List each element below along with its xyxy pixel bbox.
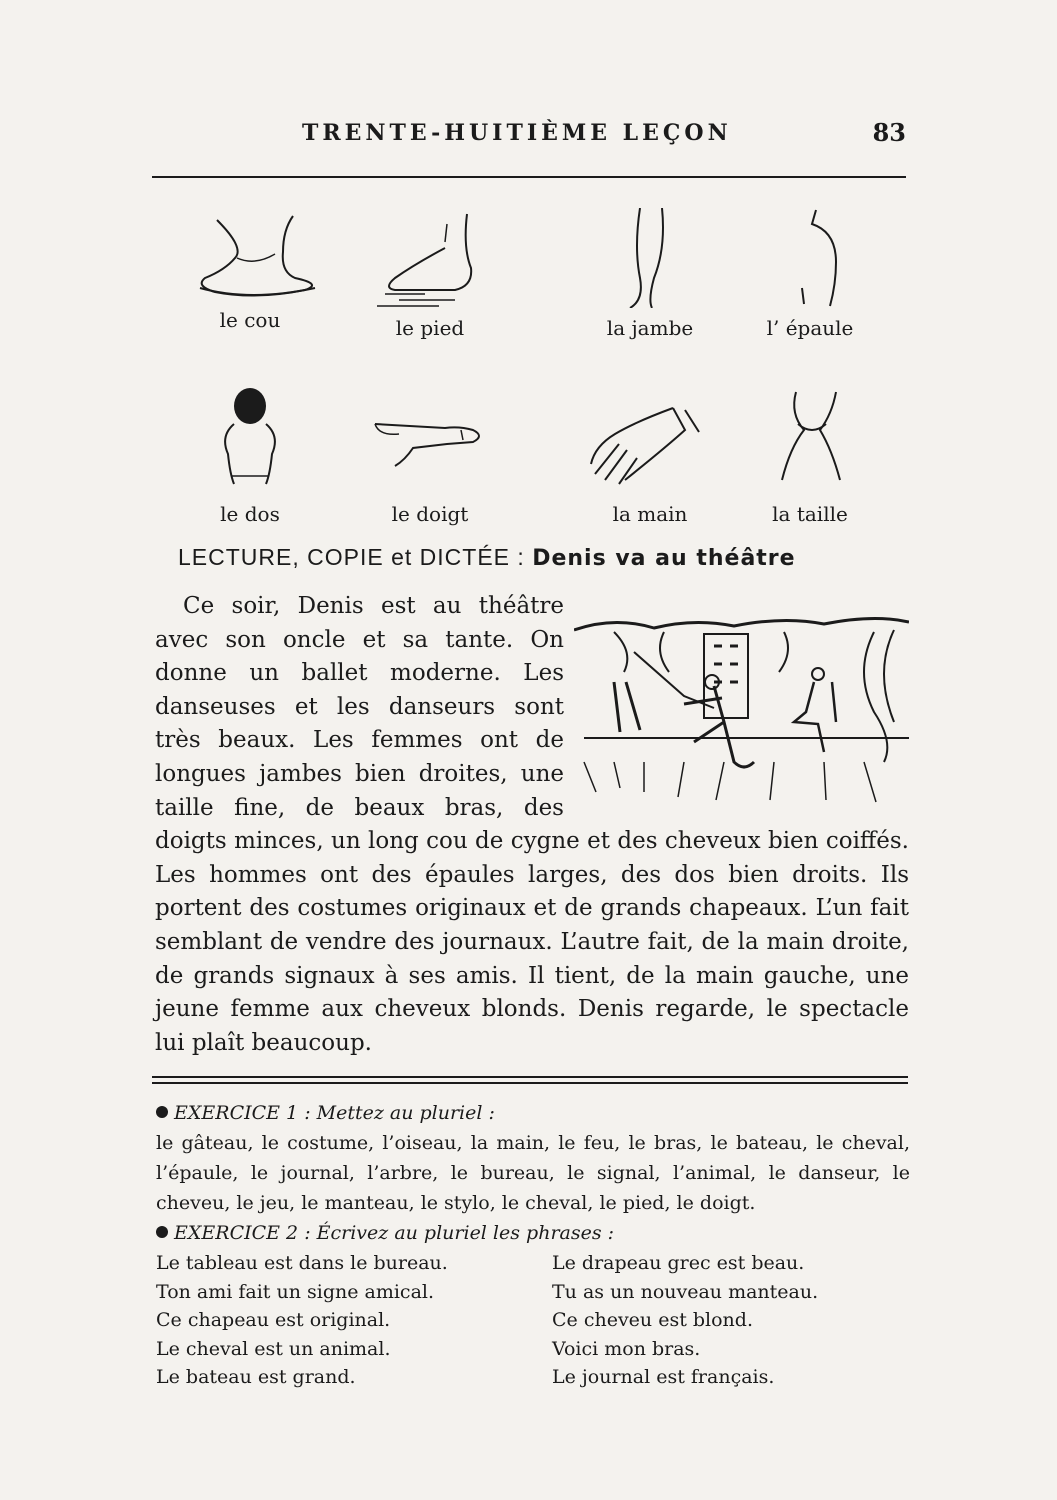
vocabulary-illustrations bbox=[170, 200, 890, 540]
exercise-1-heading: EXERCICE 1 : Mettez au pluriel : bbox=[156, 1098, 910, 1128]
vocab-label: la main bbox=[612, 502, 688, 526]
shoulder-icon bbox=[750, 208, 870, 308]
foot-icon bbox=[355, 208, 505, 308]
reading-heading bbox=[178, 544, 898, 571]
section-rule bbox=[152, 1076, 908, 1078]
finger-icon bbox=[355, 384, 505, 494]
phrase: Tu as un nouveau manteau. bbox=[552, 1280, 819, 1303]
exercise-2-heading: EXERCICE 2 : Écrivez au pluriel les phrases : bbox=[156, 1218, 910, 1248]
vocab-item-cou bbox=[170, 208, 330, 332]
vocab-item-pied bbox=[350, 208, 510, 340]
vocab-item-taille bbox=[730, 384, 890, 526]
reading-title: LECTURE, COPIE et DICTÉE : bbox=[178, 544, 525, 570]
phrase: Le drapeau grec est beau. bbox=[552, 1252, 805, 1274]
vocab-label: l’ épaule bbox=[766, 316, 854, 340]
page-number: 83 bbox=[872, 118, 906, 147]
neck-icon bbox=[175, 208, 325, 300]
ballet-stage-illustration bbox=[574, 612, 909, 807]
phrase: Le journal est français. bbox=[552, 1366, 775, 1388]
leg-icon bbox=[590, 208, 710, 308]
header-rule bbox=[152, 176, 906, 178]
phrases-left-column bbox=[156, 1252, 448, 1395]
vocab-item-jambe bbox=[570, 208, 730, 340]
lesson-title: TRENTE-HUITIÈME LEÇON bbox=[302, 120, 732, 146]
section-rule bbox=[152, 1082, 908, 1084]
exercise-1-words: le gâteau, le costume, l’oiseau, la main, le feu, le bras, le bateau, le cheval, l’épaule, le journal, l’arbre, le bureau, le signal, l’animal, le danseur, le cheveu, le jeu, le manteau, le stylo, le cheval, le pied, le doigt. bbox=[156, 1132, 910, 1214]
vocab-item-doigt bbox=[350, 384, 510, 526]
hand-icon bbox=[575, 384, 725, 494]
vocab-label: le dos bbox=[220, 502, 280, 526]
vocab-label: le doigt bbox=[391, 502, 469, 526]
phrase: Le cheval est un animal. bbox=[156, 1337, 391, 1360]
exercise-1 bbox=[156, 1098, 910, 1218]
vocab-label: le cou bbox=[219, 308, 281, 332]
phrases-right-column bbox=[552, 1252, 818, 1395]
waist-icon bbox=[750, 384, 870, 494]
back-icon bbox=[190, 384, 310, 494]
vocab-item-epaule bbox=[730, 208, 890, 340]
vocab-label: la jambe bbox=[606, 316, 694, 340]
vocab-label: le pied bbox=[395, 316, 465, 340]
page-header bbox=[152, 118, 906, 154]
vocab-item-main bbox=[570, 384, 730, 526]
reading-text: Ce soir, Denis est au théâtre avec son oncle et sa tante. On donne un ballet moderne. Les danseuses et les danseurs sont très beaux. Les femmes ont de longues jambes bien droites, une taille fine, de beaux bras, des doigts minces, un long cou de cygne et des cheveux bien coiffés. Les hommes ont des épaules larges, des dos bien droits. Ils portent des costumes originaux et de grands chapeaux. L’un fait semblant de vendre des journaux. L’autre fait, de la main droite, de grands signaux à ses amis. Il tient, de la main gauche, une jeune femme aux cheveux blonds. Denis regarde, le spectacle lui plaît beaucoup. bbox=[155, 593, 909, 1056]
reading-subtitle: Denis va au théâtre bbox=[532, 546, 796, 571]
phrase: Voici mon bras. bbox=[552, 1337, 701, 1360]
exercise-2 bbox=[156, 1218, 910, 1248]
phrase: Ce cheveu est blond. bbox=[552, 1309, 753, 1331]
reading-passage bbox=[155, 590, 909, 1060]
phrase: Ce chapeau est original. bbox=[156, 1309, 391, 1331]
bullet-icon bbox=[156, 1106, 168, 1118]
vocab-label: la taille bbox=[772, 502, 848, 526]
phrase: Le bateau est grand. bbox=[156, 1366, 356, 1388]
vocab-item-dos bbox=[170, 384, 330, 526]
phrase: Ton ami fait un signe amical. bbox=[156, 1280, 435, 1303]
phrase: Le tableau est dans le bureau. bbox=[156, 1252, 448, 1274]
bullet-icon bbox=[156, 1226, 168, 1238]
